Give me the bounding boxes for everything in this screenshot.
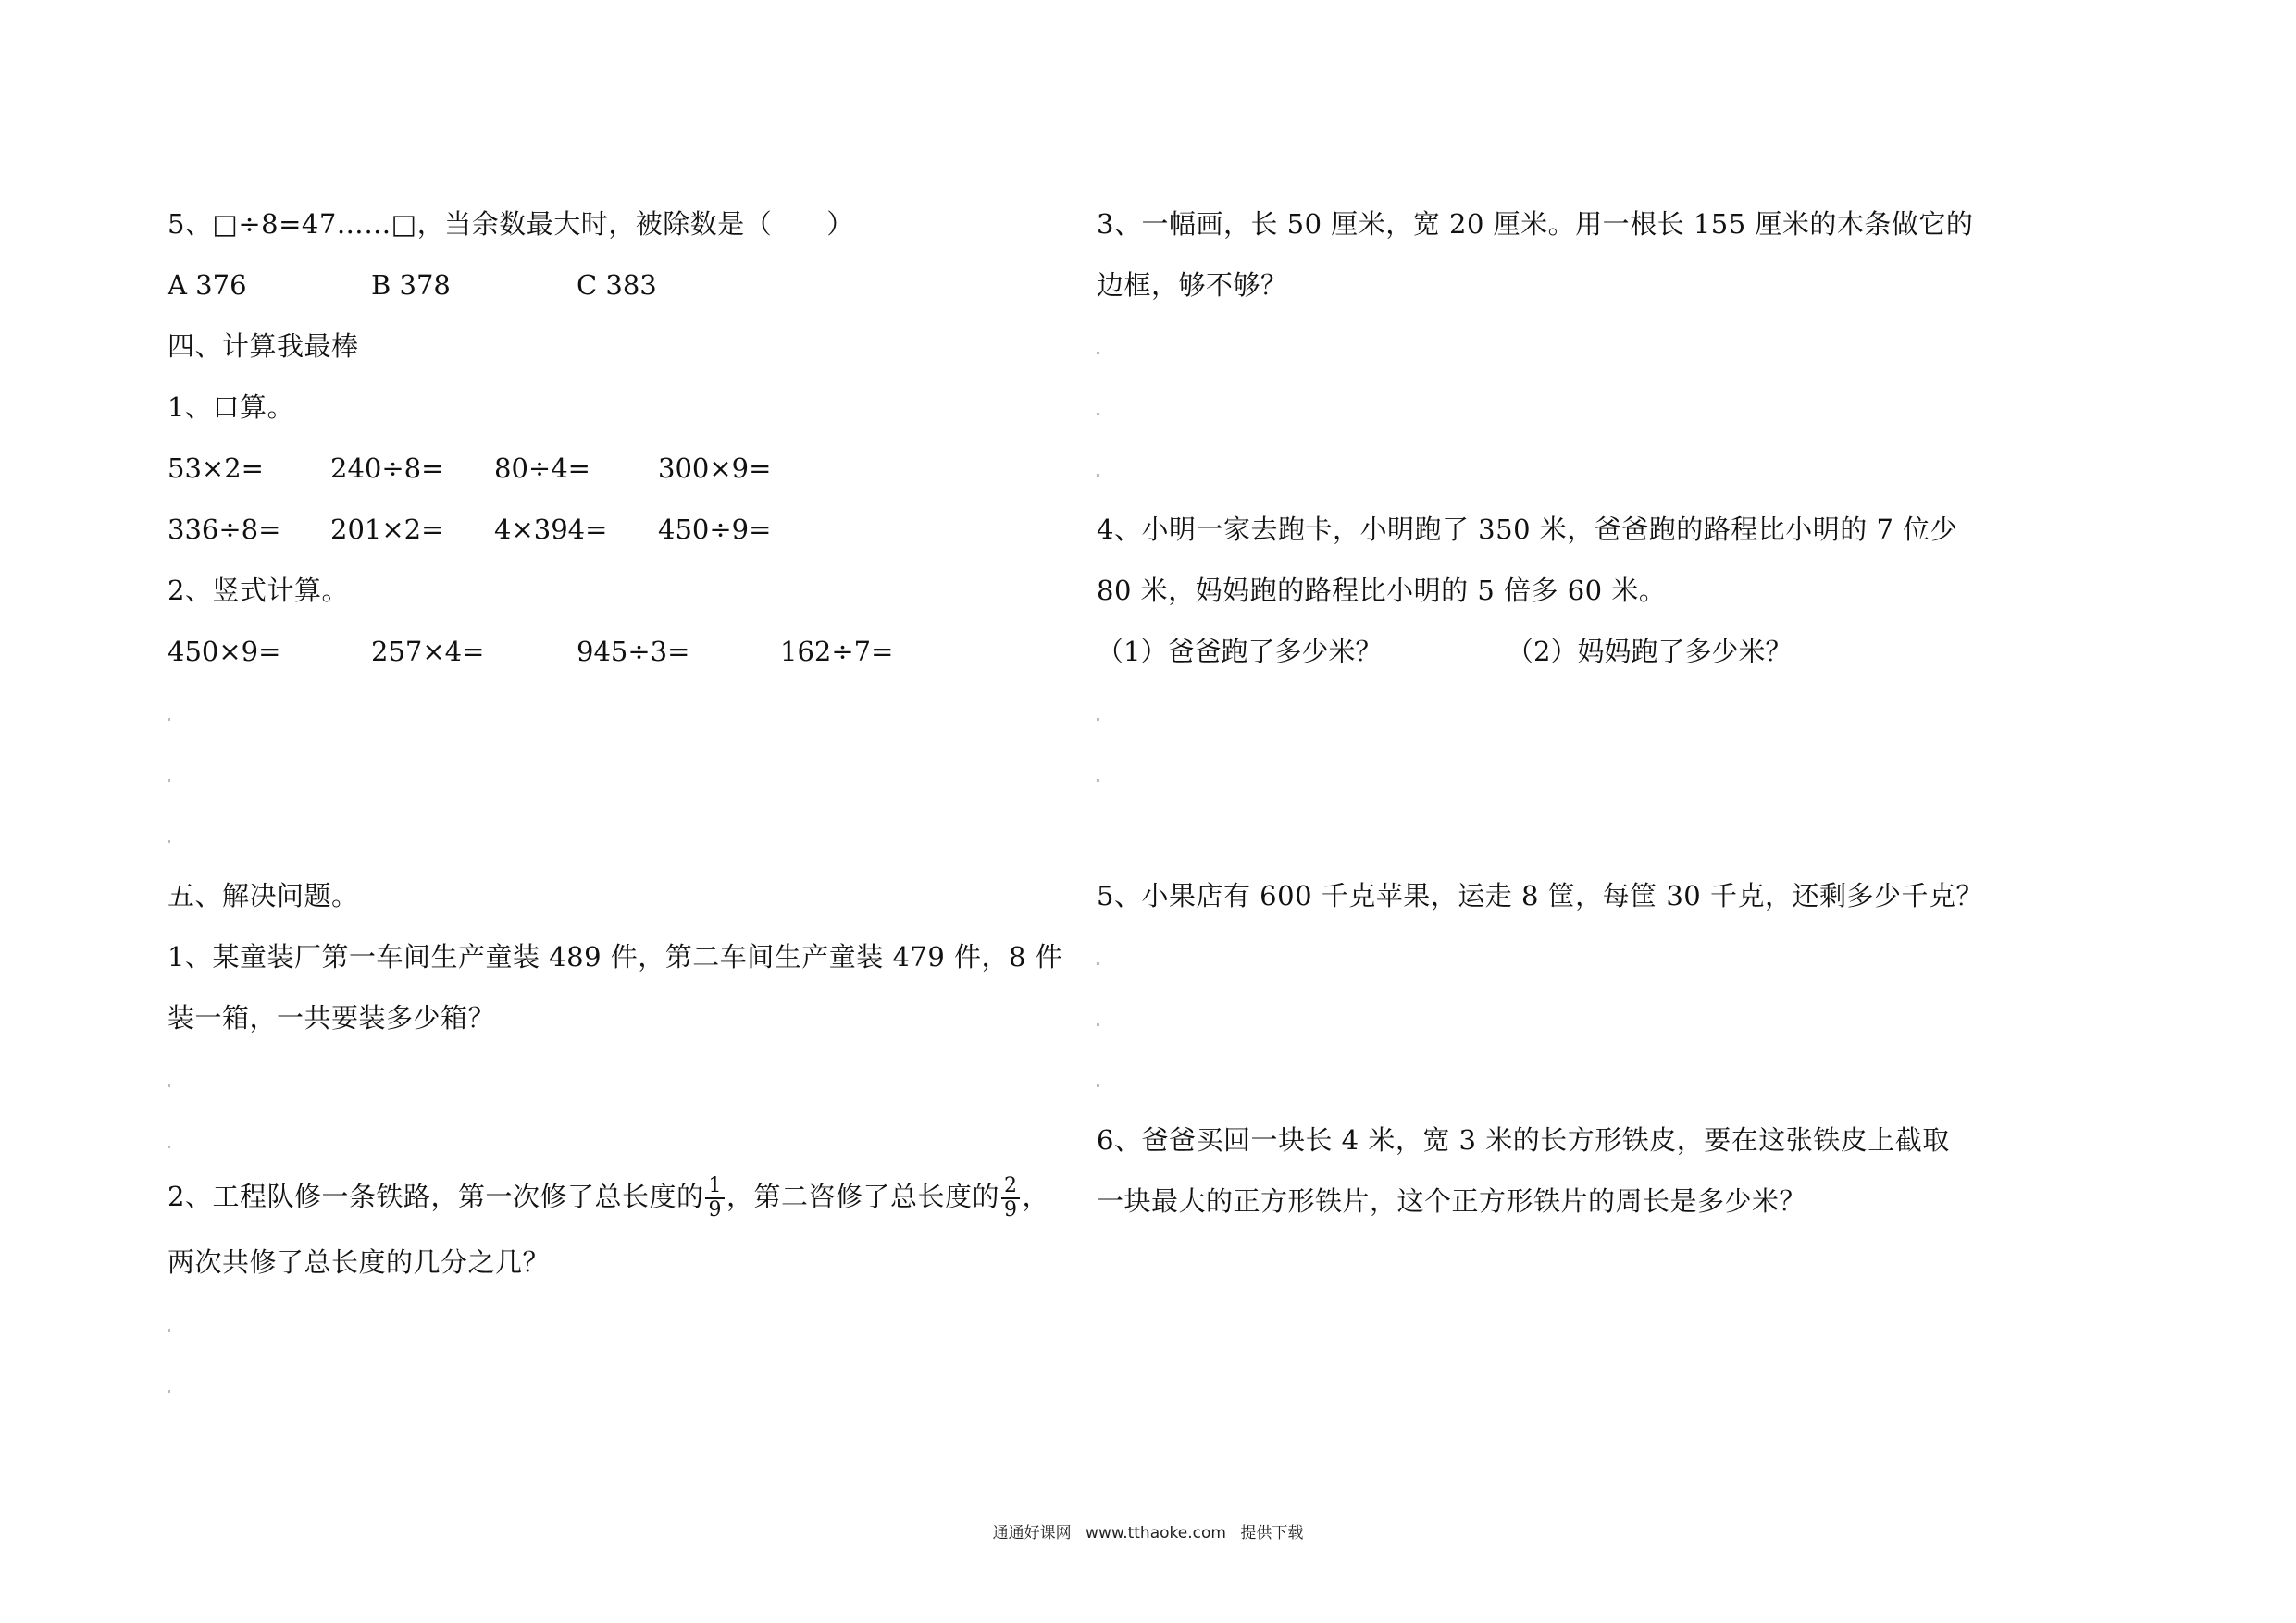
oral-item: 240÷8= [330, 452, 444, 484]
fraction-one-ninth [705, 1175, 725, 1221]
vertical-item: 945÷3= [577, 636, 690, 667]
paragraph-mark [1097, 779, 1099, 782]
problem-2-text-c: ， [1022, 1181, 1049, 1212]
oral-item: 201×2= [330, 514, 444, 545]
paragraph-mark [168, 840, 170, 843]
paragraph-mark [1097, 474, 1099, 477]
problem-6-line-2: 一块最大的正方形铁片，这个正方形铁片的周长是多少米？ [1097, 1185, 1807, 1217]
problem-4-line-2: 80 米，妈妈跑的路程比小明的 5 倍多 60 米。 [1097, 575, 1667, 606]
paragraph-mark [168, 1329, 170, 1332]
paragraph-mark [168, 779, 170, 782]
paragraph-mark [1097, 962, 1099, 965]
paragraph-mark [168, 1084, 170, 1087]
oral-item: 4×394= [494, 514, 608, 545]
vertical-calc-title: 2、竖式计算。 [168, 575, 349, 606]
problem-5-line-1: 5、小果店有 600 千克苹果，运走 8 筐，每筐 30 千克，还剩多少千克？ [1097, 880, 1983, 911]
vertical-item: 257×4= [371, 636, 485, 667]
problem-2-line-2: 两次共修了总长度的几分之几？ [168, 1246, 551, 1278]
oral-item: 53×2= [168, 452, 264, 484]
problem-3-line-2: 边框，够不够？ [1097, 269, 1288, 301]
problem-1-line-2: 装一箱，一共要装多少箱？ [168, 1002, 496, 1034]
footer-site-name: 通通好课网 [992, 1524, 1072, 1542]
problem-1-line-1: 1、某童装厂第一车间生产童装 489 件，第二车间生产童装 479 件，8 件 [168, 941, 1063, 973]
problem-2-text-a: 2、工程队修一条铁路，第一次修了总长度的 [168, 1181, 704, 1212]
paragraph-mark [168, 1146, 170, 1148]
vertical-item: 450×9= [168, 636, 281, 667]
fraction-numerator: 2 [1001, 1175, 1021, 1199]
paragraph-mark [168, 718, 170, 721]
fraction-denominator: 9 [1003, 1198, 1018, 1221]
footer-note: 提供下载 [1240, 1524, 1304, 1542]
paragraph-mark [1097, 1023, 1099, 1026]
oral-item: 450÷9= [658, 514, 772, 545]
section-4-title: 四、计算我最棒 [168, 330, 359, 362]
problem-4-line-1: 4、小明一家去跑卡，小明跑了 350 米，爸爸跑的路程比小明的 7 位少 [1097, 514, 1958, 545]
problem-3-line-1: 3、一幅画，长 50 厘米，宽 20 厘米。用一根长 155 厘米的木条做它的 [1097, 208, 1974, 240]
oral-item: 80÷4= [494, 452, 590, 484]
option-b: B 378 [371, 269, 451, 301]
vertical-item: 162÷7= [780, 636, 894, 667]
problem-2-line-1 [168, 1175, 1049, 1221]
problem-4-sub-2: （2）妈妈跑了多少米？ [1507, 636, 1793, 667]
option-a: A 376 [168, 269, 247, 301]
page-footer [0, 1519, 2296, 1542]
section-5-title: 五、解决问题。 [168, 880, 359, 911]
problem-2-text-b: ，第二咨修了总长度的 [726, 1181, 999, 1212]
fraction-numerator: 1 [705, 1175, 725, 1199]
paragraph-mark [1097, 352, 1099, 354]
paragraph-mark [168, 1390, 170, 1393]
problem-6-line-1: 6、爸爸买回一块长 4 米，宽 3 米的长方形铁皮，要在这张铁皮上截取 [1097, 1124, 1950, 1156]
oral-item: 336÷8= [168, 514, 281, 545]
oral-item: 300×9= [658, 452, 772, 484]
paragraph-mark [1097, 718, 1099, 721]
footer-site-url[interactable]: www.tthaoke.com [1086, 1524, 1226, 1542]
paragraph-mark [1097, 1084, 1099, 1087]
fraction-two-ninths [1001, 1175, 1021, 1221]
paragraph-mark [1097, 413, 1099, 415]
oral-calc-title: 1、口算。 [168, 391, 294, 423]
fraction-denominator: 9 [708, 1198, 722, 1221]
option-c: C 383 [577, 269, 657, 301]
problem-4-sub-1: （1）爸爸跑了多少米？ [1097, 636, 1383, 667]
question-5-remainder: 5、□÷8=47……□，当余数最大时，被除数是（ ） [168, 208, 854, 240]
